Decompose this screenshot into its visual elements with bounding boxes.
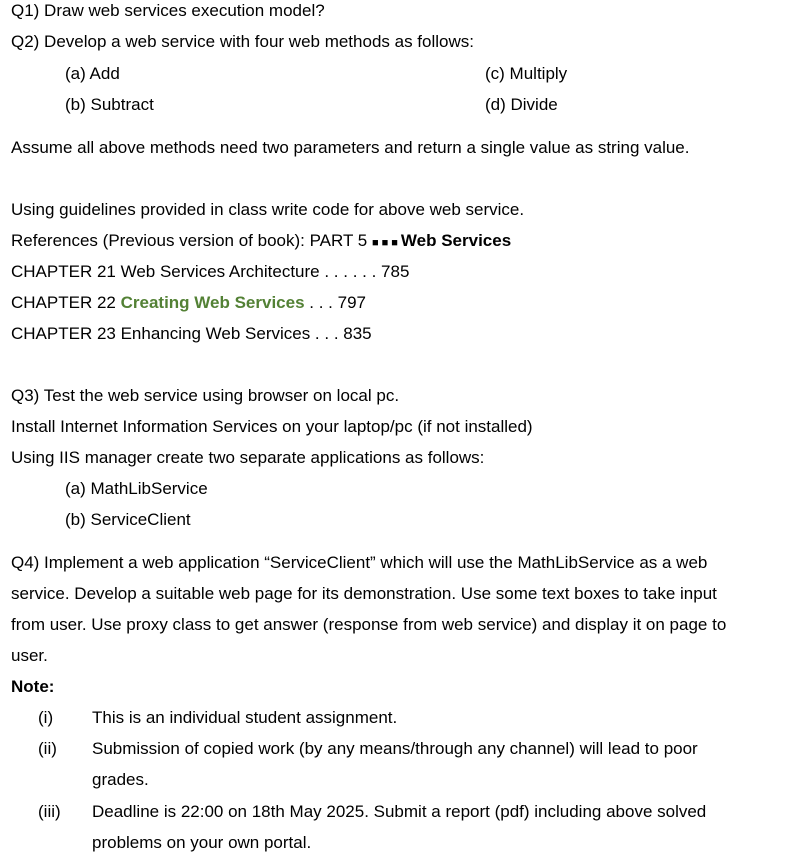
q4-line-1: Q4) Implement a web application “ServiceClient” which will use the MathLibService as a web <box>11 553 708 572</box>
references-part-title: Web Services <box>400 231 512 250</box>
chapter-21: CHAPTER 21 Web Services Architecture . . . . . . 785 <box>11 262 410 281</box>
q2-heading: Q2) Develop a web service with four web methods as follows: <box>11 32 474 51</box>
app-mathlibservice: (a) MathLibService <box>65 479 208 498</box>
method-subtract: (b) Subtract <box>65 95 154 114</box>
chapter-22-prefix: CHAPTER 22 <box>11 293 116 312</box>
q4-line-4: user. <box>11 646 48 665</box>
chapter-23: CHAPTER 23 Enhancing Web Services . . . 835 <box>11 324 372 343</box>
note-item-text: Deadline is 22:00 on 18th May 2025. Submit a report (pdf) including above solved <box>92 802 707 821</box>
references-line <box>11 231 511 253</box>
method-add: (a) Add <box>65 64 120 83</box>
chapter-22 <box>11 293 366 313</box>
q4-line-3: from user. Use proxy class to get answer (response from web service) and display it on page to <box>11 615 727 634</box>
q4-line-2: service. Develop a suitable web page for its demonstration. Use some text boxes to take input <box>11 584 717 603</box>
note-item-text-continued: grades. <box>92 770 149 789</box>
q3-heading: Q3) Test the web service using browser on local pc. <box>11 386 400 405</box>
note-item-number: (i) <box>38 708 54 727</box>
q1-text: Q1) Draw web services execution model? <box>11 1 325 20</box>
square-bullets: ■■■ <box>371 237 401 249</box>
q3-install: Install Internet Information Services on your laptop/pc (if not installed) <box>11 417 533 436</box>
app-serviceclient: (b) ServiceClient <box>65 510 191 529</box>
chapter-22-link[interactable]: Creating Web Services <box>120 293 305 312</box>
references-prefix: References (Previous version of book): PART 5 <box>11 231 368 250</box>
method-multiply: (c) Multiply <box>485 64 568 83</box>
q3-iis: Using IIS manager create two separate applications as follows: <box>11 448 485 467</box>
note-item-number: (iii) <box>38 802 61 821</box>
note-item-text: Submission of copied work (by any means/through any channel) will lead to poor <box>92 739 698 758</box>
note-item-text-continued: problems on your own portal. <box>92 833 312 852</box>
note-label: Note: <box>11 677 55 696</box>
assumption-text: Assume all above methods need two parameters and return a single value as string value. <box>11 138 690 157</box>
note-item-text: This is an individual student assignment. <box>92 708 398 727</box>
method-divide: (d) Divide <box>485 95 558 114</box>
chapter-22-suffix: . . . 797 <box>309 293 366 312</box>
note-item-number: (ii) <box>38 739 57 758</box>
guidelines-text: Using guidelines provided in class write code for above web service. <box>11 200 525 219</box>
